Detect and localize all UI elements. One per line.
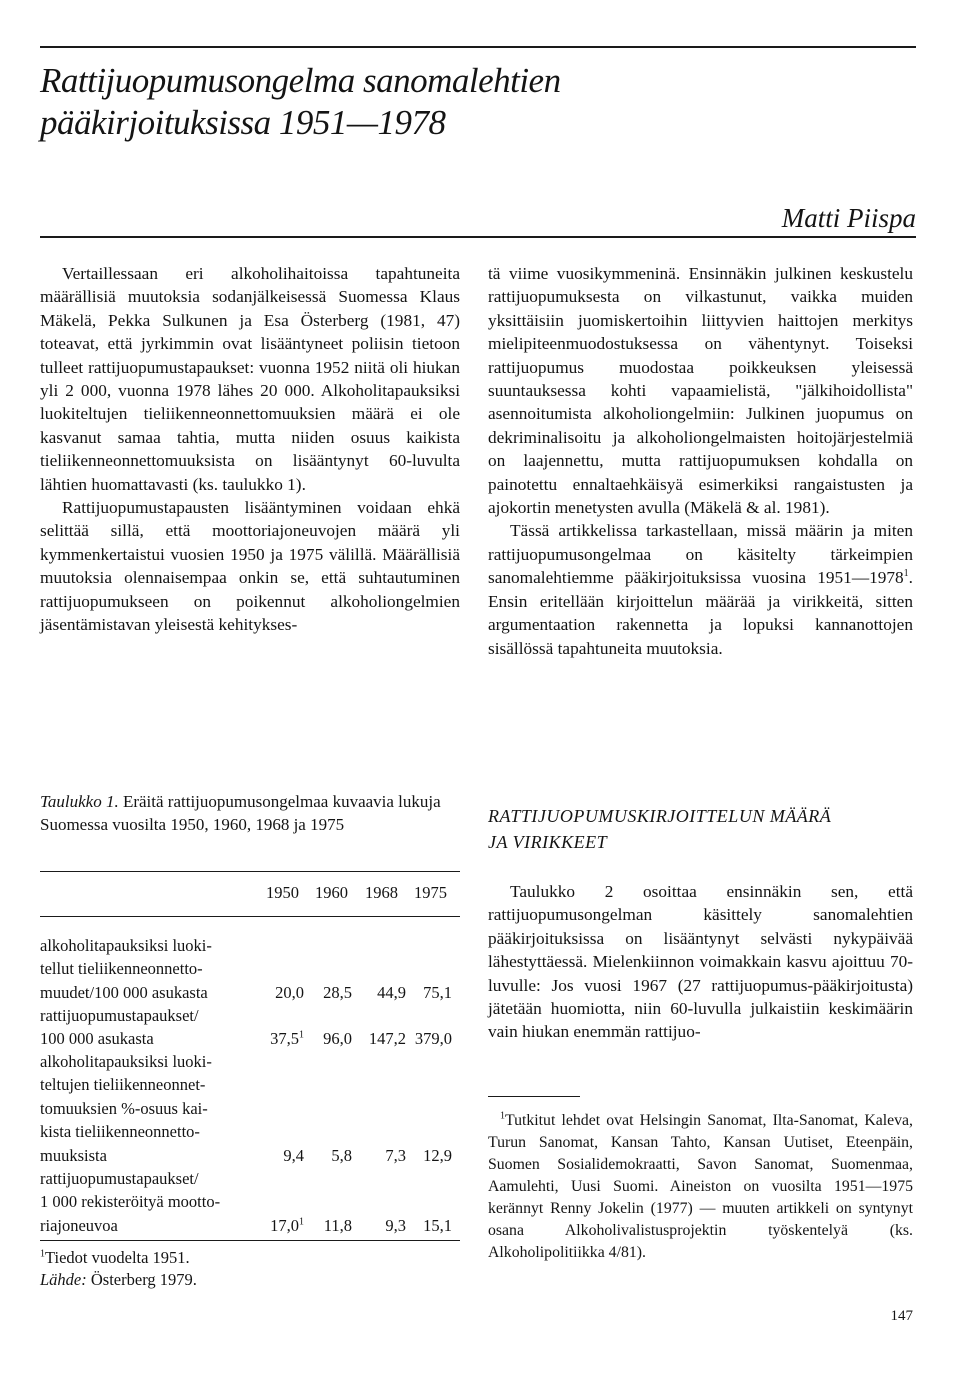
- table-header-rule: [40, 916, 460, 917]
- row-label-line: 1 000 rekisteröityä mootto-: [40, 1192, 221, 1212]
- table-header-year: 1968: [365, 883, 398, 902]
- footnote-marker: 1: [500, 1110, 505, 1122]
- table-header-year: 1960: [315, 883, 348, 902]
- right-paragraph-2-part-a: Tässä artikkelissa tarkastellaan, missä määrin ja miten rattijuopumusongelmaa on käsitelty tärkeimpien sanomalehtiemme pääkirjoituksissa vuosina 1951—1978: [488, 521, 913, 588]
- section-heading-line-1: RATTIJUOPUMUSKIRJOITTELUN MÄÄRÄ: [488, 806, 832, 826]
- table-notes: [40, 1247, 460, 1291]
- row-label: [40, 1050, 268, 1167]
- table-note: [40, 1247, 460, 1269]
- page-number: 147: [890, 1308, 913, 1324]
- footnote-ref: 1: [903, 568, 909, 580]
- cell-1975: 379,0: [414, 1029, 452, 1049]
- cell-1960: 5,8: [331, 1145, 352, 1165]
- table-bottom-rule: [40, 1240, 460, 1241]
- row-label-line: teltujen tieliikenneonnet-: [40, 1075, 206, 1095]
- cell-1960: 28,5: [323, 982, 352, 1002]
- row-label-line: alkoholitapauksiksi luoki-: [40, 1052, 212, 1071]
- cell-1960: 96,0: [323, 1029, 352, 1049]
- table-caption-label: Taulukko 1.: [40, 792, 119, 811]
- right-paragraph-2: [488, 519, 913, 659]
- cell-1950: 9,4: [283, 1145, 304, 1165]
- footnote: [488, 1110, 913, 1264]
- cell-value: 17,0: [270, 1215, 299, 1235]
- left-paragraph-2: Rattijuopumustapausten lisääntyminen voidaan ehkä selittää sillä, että moottoriajoneuvojen määrä yli kymmenkertaistui vuosien 1950 ja 1975 välillä. Määrällisiä muutoksia olennaisempaa onkin se, että suhtautuminen rattijuopumukseen on poikennut alkoholiongelmien jäsentämistavan yleisestä kehitykses-: [40, 498, 460, 635]
- section-heading-line-2: JA VIRIKKEET: [488, 832, 608, 852]
- cell-1975: 15,1: [423, 1215, 452, 1235]
- row-label-line: rattijuopumustapaukset/: [40, 1169, 199, 1188]
- left-column-text: [40, 262, 460, 637]
- title-line-2: pääkirjoituksissa 1951—1978: [40, 103, 446, 142]
- cell-1968: 44,9: [377, 982, 406, 1002]
- table-header-year: 1975: [414, 883, 447, 902]
- cell-sup: 1: [299, 1216, 304, 1228]
- cell-value: 37,5: [270, 1029, 299, 1049]
- table-note-text: Tiedot vuodelta 1951.: [45, 1248, 190, 1267]
- table-source-label: Lähde:: [40, 1270, 87, 1289]
- article-title: [40, 60, 740, 144]
- table-note-marker: 1: [40, 1248, 45, 1260]
- cell-1975: 75,1: [423, 982, 452, 1002]
- row-label-line: tomuuksien %-osuus kai-: [40, 1098, 208, 1118]
- table-top-rule: [40, 871, 460, 872]
- row-label-line: riajoneuvoa: [40, 1215, 118, 1235]
- cell-sup: 1: [299, 1029, 304, 1041]
- cell-1950: [258, 1214, 304, 1237]
- row-label: [40, 934, 268, 1004]
- cell-1960: 11,8: [323, 1215, 352, 1235]
- cell-1968: 7,3: [385, 1145, 406, 1165]
- table-source-text: Österberg 1979.: [86, 1270, 197, 1289]
- row-label-line: muuksista: [40, 1145, 107, 1165]
- cell-1975: 12,9: [423, 1145, 452, 1165]
- author-rule: [40, 236, 916, 238]
- right-paragraph-3: Taulukko 2 osoittaa ensinnäkin sen, että rattijuopumusongelman käsittely sanomalehtien pääkirjoituksissa on lisääntynyt selvästi nykypäivää lähestyttäessä. Mielenkiinnon voimakkain kasvu ajoittuu 70-luvulle: Jos vuosi 1967 (27 rattijuopumus-pääkirjoitusta) jätetään huomiotta, niin 60-luvulla julkaistiin keskimäärin vain hiukan enemmän rattijuo-: [488, 882, 913, 1042]
- right-column-text: [488, 262, 913, 660]
- title-line-1: Rattijuopumusongelma sanomalehtien: [40, 61, 561, 100]
- row-label-line: rattijuopumustapaukset/: [40, 1006, 199, 1025]
- footnote-rule: [488, 1096, 580, 1097]
- cell-1968: 147,2: [368, 1029, 406, 1049]
- right-paragraph-2-part-b: . Ensin eritellään kirjoittelun määrää ja virikkeitä, sitten argumentaation rakennetta ja lopuksi kannanottojen sisällössä tapahtuneita muutoksia.: [488, 568, 913, 658]
- cell-1950: 20,0: [275, 982, 304, 1002]
- right-column-text-2: [488, 880, 913, 1044]
- top-rule: [40, 46, 916, 48]
- right-paragraph-1: tä viime vuosikymmeninä. Ensinnäkin julkinen keskustelu rattijuopumuksesta on vilkastunut, vaikka muiden yksittäisiin juomiskertoihin liittyvien haittojen merkitys mielipiteenmuodostuksessa on vähentynyt. Toiseksi rattijuopumus muodostaa poikkeuksen yleisessä suuntauksessa kohti vapaamielistä, "jälkihoidollista" asennoitumista alkoholiongelmiin: Julkinen juopumus on dekriminalisoitu ja alkoholiongelmaisten hoitojärjestelmiä on laajennettu, mutta rattijuopumuksen kohdalla on painotettu ennaltaehkäisyä esimerkiksi rangaistusten ja ajokortin menetysten avulla (Mäkelä & al. 1981).: [488, 264, 913, 518]
- row-label-line: tellut tieliikenneonnetto-: [40, 959, 203, 979]
- table-source: [40, 1269, 460, 1291]
- left-paragraph-1: Vertaillessaan eri alkoholihaitoissa tapahtuneita määrällisiä muutoksia sodanjälkeisessä Suomessa Klaus Mäkelä, Pekka Sulkunen ja Esa Österberg (1981, 47) toteavat, että jyrkimmin ovat lisääntyneet poliisin tietoon tulleet rattijuopumustapaukset: vuonna 1952 niitä oli hiukan yli 2 000, vuonna 1978 lähes 20 000. Alkoholitapauksiksi luokiteltujen tieliikenneonnettomuuksien määrä ei ole kasvanut samaa tahtia, mutta niiden osuus kaikista tieliikenneonnettomuuksista on lisääntynyt 60-luvulta lähtien huomattavasti (ks. taulukko 1).: [40, 264, 460, 494]
- row-label-line: muudet/100 000 asukasta: [40, 982, 208, 1002]
- author-name: Matti Piispa: [781, 203, 916, 233]
- row-label-line: kista tieliikenneonnetto-: [40, 1122, 200, 1142]
- cell-1950: [258, 1027, 304, 1050]
- row-label-line: alkoholitapauksiksi luoki-: [40, 936, 212, 955]
- table-caption-text: Eräitä rattijuopumusongelmaa kuvaavia lukuja Suomessa vuosilta 1950, 1960, 1968 ja 1975: [40, 792, 441, 835]
- table-caption: [40, 790, 460, 837]
- section-heading: [488, 803, 913, 855]
- footnote-text: Tutkitut lehdet ovat Helsingin Sanomat, Ilta-Sanomat, Kaleva, Turun Sanomat, Kansan Tahto, Kansan Uutiset, Eteenpäin, Suomen Sosialidemokraatti, Savon Sanomat, Suomenmaa, Aamulehti, Uusi Suomi. Aineiston on vuosilta 1951—1975 kerännyt Renny Jokelin (1977) — muuten artikkeli on syntynyt osana Alkoholivalistusprojektin työskentelyä (ks. Alkoholipolitiikka 4/81).: [488, 1112, 913, 1261]
- table-header-year: 1950: [266, 883, 299, 902]
- row-label-line: 100 000 asukasta: [40, 1029, 154, 1049]
- row-label: [40, 1004, 268, 1051]
- cell-1968: 9,3: [385, 1215, 406, 1235]
- row-label: [40, 1167, 268, 1237]
